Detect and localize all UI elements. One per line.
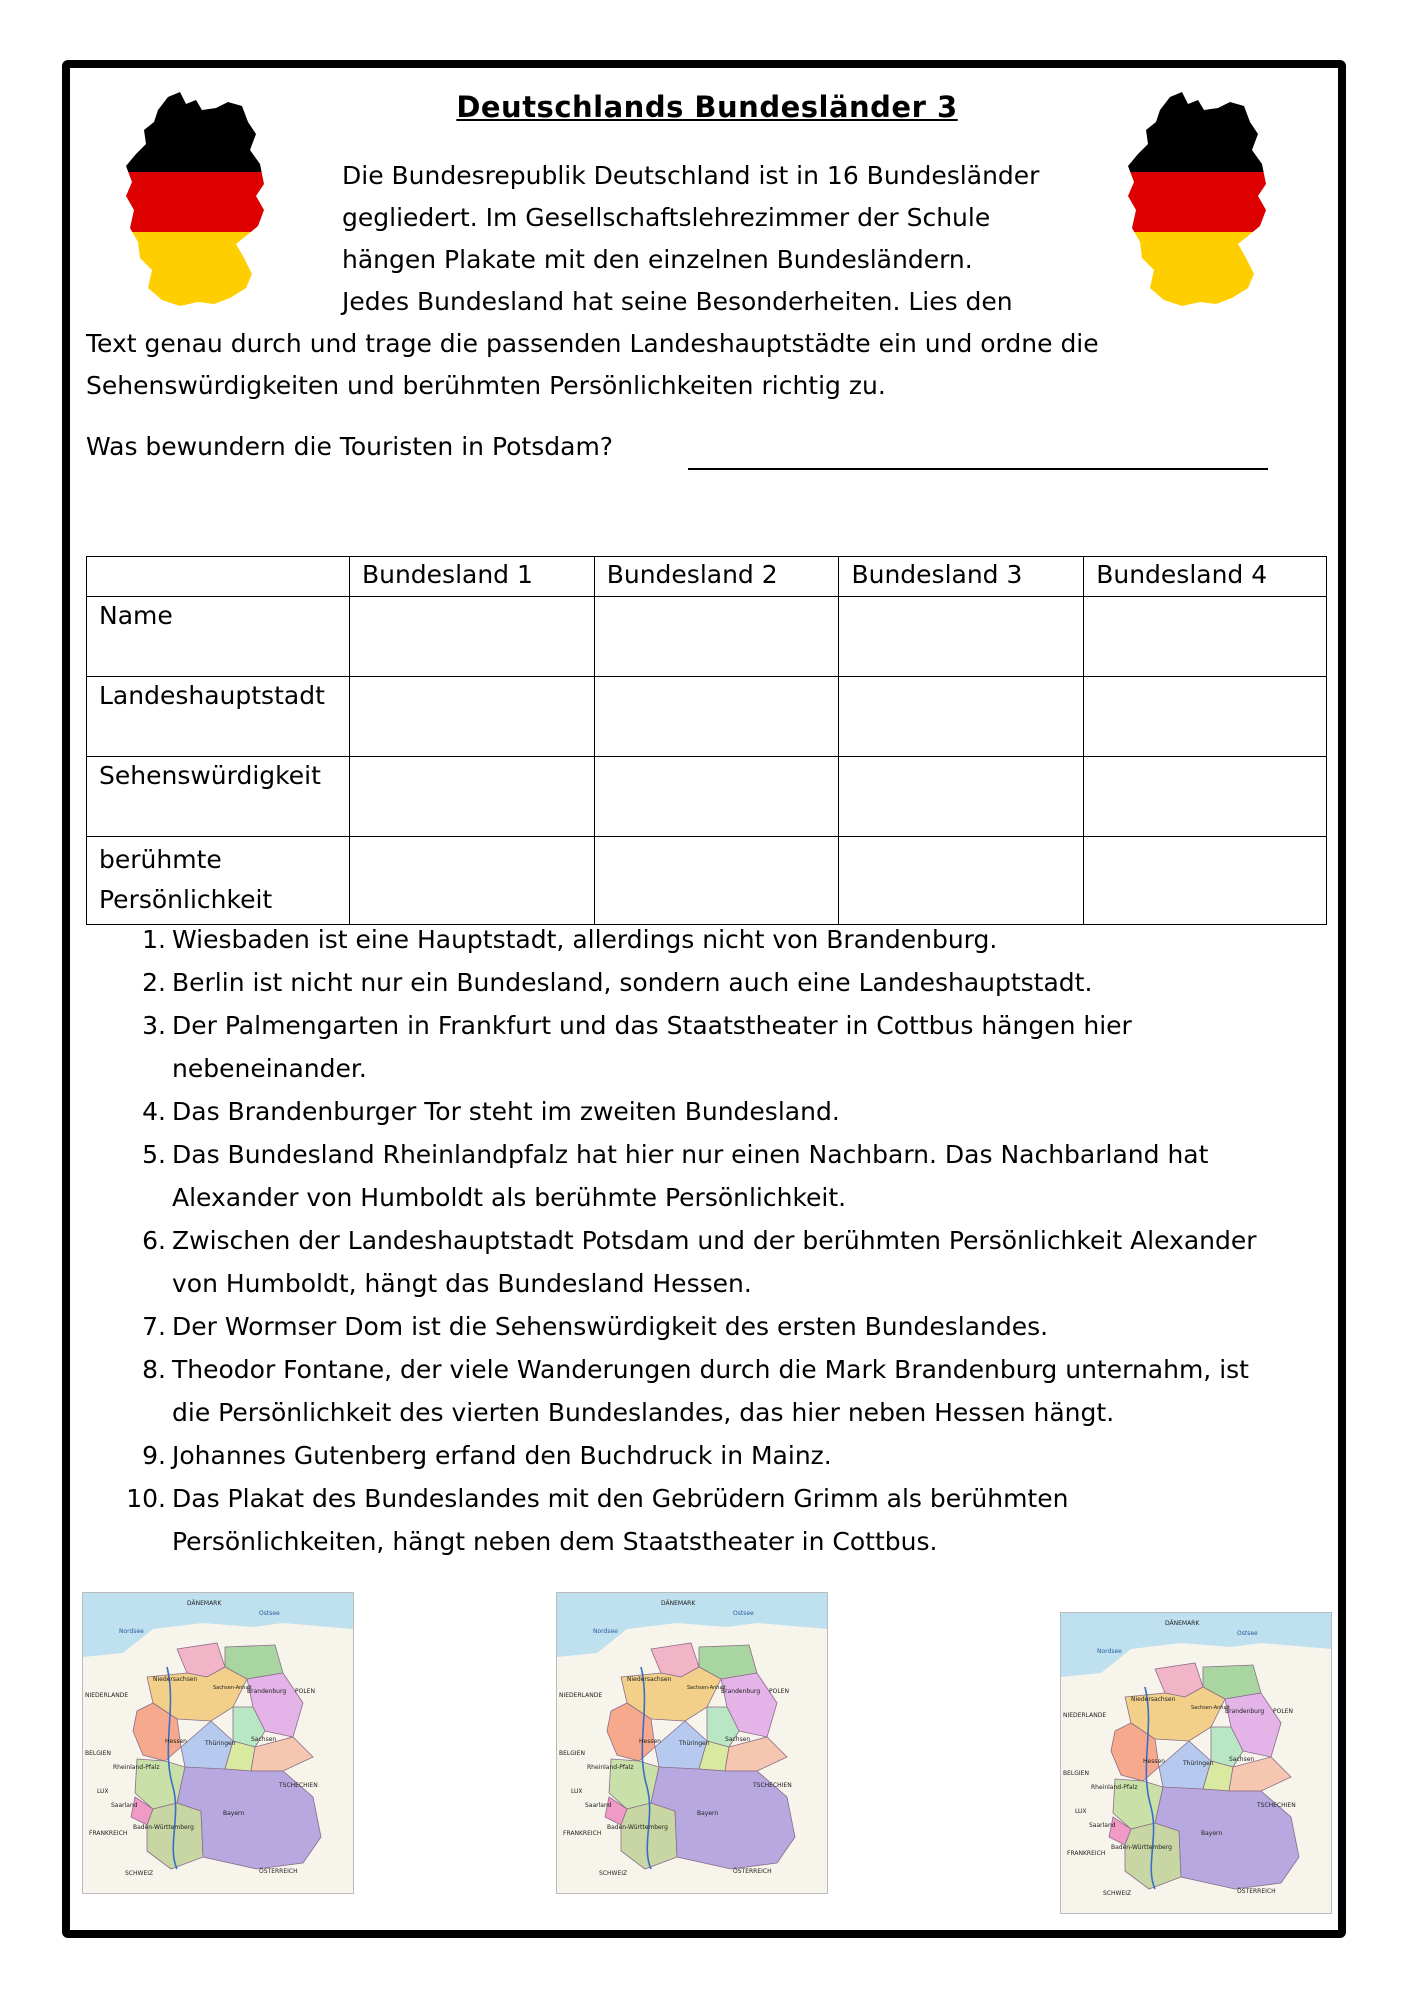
map-label: Niedersachsen [627, 1676, 672, 1683]
map-label: Rheinland-Pfalz [1091, 1784, 1138, 1791]
map-label: Saarland [1089, 1822, 1116, 1829]
table-header-cell: Bundesland 2 [594, 557, 839, 597]
map-label: Baden-Württemberg [607, 1824, 668, 1831]
map-label: Saarland [111, 1802, 138, 1809]
row-label-name: Name [87, 597, 350, 677]
row-label-sight: Sehenswürdigkeit [87, 757, 350, 837]
map-label: SCHWEIZ [1103, 1890, 1132, 1897]
table-header-cell [87, 557, 350, 597]
clue-number: 2. [142, 968, 166, 997]
map-label: Sachsen [251, 1736, 277, 1743]
germany-map-image [83, 1593, 353, 1893]
intro-line-4: Jedes Bundesland hat seine Besonderheiten. Lies den [342, 287, 1013, 316]
answer-line[interactable] [688, 468, 1268, 470]
clue-text: nebeneinander. [172, 1054, 367, 1083]
map-label: Ostsee [733, 1610, 754, 1617]
table-header-cell: Bundesland 1 [349, 557, 594, 597]
answer-cell[interactable] [839, 757, 1084, 837]
clue-text: von Humboldt, hängt das Bundesland Hessen. [172, 1269, 752, 1298]
clue-number: 3. [142, 1011, 166, 1040]
table-row [87, 677, 1327, 757]
map-label: Ostsee [259, 1610, 280, 1617]
map-label: Sachsen-Anhalt [1191, 1705, 1230, 1711]
row-label-person: berühmte Persönlichkeit [87, 837, 350, 925]
map-label: FRANKREICH [563, 1830, 602, 1837]
map-label: Sachsen [725, 1736, 751, 1743]
map-label: Ostsee [1237, 1630, 1258, 1637]
map-label: DÄNEMARK [187, 1600, 222, 1607]
intro-line-1: Die Bundesrepublik Deutschland ist in 16 Bundesländer [342, 161, 1040, 190]
list-item [86, 1305, 1336, 1348]
germany-map-2 [556, 1592, 828, 1894]
map-label: LUX [571, 1788, 583, 1795]
clue-text: Theodor Fontane, der viele Wanderungen durch die Mark Brandenburg unternahm, ist [172, 1355, 1249, 1384]
clue-number: 5. [142, 1140, 166, 1169]
list-item [86, 1090, 1336, 1133]
map-label: FRANKREICH [1067, 1850, 1106, 1857]
germany-map-image [1061, 1613, 1331, 1913]
list-item [86, 1133, 1336, 1219]
map-label: Sachsen-Anhalt [213, 1685, 252, 1691]
worksheet-table [86, 556, 1327, 925]
table-header-cell: Bundesland 4 [1084, 557, 1327, 597]
map-label: Baden-Württemberg [133, 1824, 194, 1831]
table-header-row [87, 557, 1327, 597]
answer-cell[interactable] [349, 837, 594, 925]
clue-list [86, 918, 1336, 1563]
map-label: NIEDERLANDE [85, 1692, 129, 1699]
map-label: Thüringen [205, 1740, 236, 1747]
clue-number: 7. [142, 1312, 166, 1341]
clue-text: Persönlichkeiten, hängt neben dem Staatstheater in Cottbus. [172, 1527, 938, 1556]
list-item [86, 1477, 1336, 1563]
answer-cell[interactable] [839, 597, 1084, 677]
map-label: Nordsee [593, 1628, 618, 1635]
map-label: POLEN [769, 1688, 789, 1695]
answer-cell[interactable] [349, 597, 594, 677]
map-label: Nordsee [119, 1628, 144, 1635]
clue-number: 6. [142, 1226, 166, 1255]
map-label: Bayern [697, 1810, 719, 1817]
clue-text: Das Plakat des Bundeslandes mit den Gebrüdern Grimm als berühmten [172, 1484, 1069, 1513]
map-label: Rheinland-Pfalz [113, 1764, 160, 1771]
map-label: POLEN [1273, 1708, 1293, 1715]
map-label: Bayern [1201, 1830, 1223, 1837]
map-label: BELGIEN [559, 1750, 585, 1757]
map-label: Sachsen [1229, 1756, 1255, 1763]
answer-cell[interactable] [594, 757, 839, 837]
map-label: Nordsee [1097, 1648, 1122, 1655]
map-label: Thüringen [1183, 1760, 1214, 1767]
map-label: Sachsen-Anhalt [687, 1685, 726, 1691]
clue-text: Das Brandenburger Tor steht im zweiten Bundesland. [172, 1097, 840, 1126]
clue-text: Alexander von Humboldt als berühmte Persönlichkeit. [172, 1183, 847, 1212]
clue-number: 8. [142, 1355, 166, 1384]
map-label: Thüringen [679, 1740, 710, 1747]
answer-cell[interactable] [839, 837, 1084, 925]
map-label: ÖSTERREICH [259, 1868, 298, 1875]
clue-text: Berlin ist nicht nur ein Bundesland, sondern auch eine Landeshauptstadt. [172, 968, 1093, 997]
list-item [86, 961, 1336, 1004]
map-label: Hessen [1143, 1758, 1165, 1765]
map-label: ÖSTERREICH [1237, 1888, 1276, 1895]
clue-number: 10. [126, 1484, 166, 1513]
clue-number: 9. [142, 1441, 166, 1470]
table-row [87, 597, 1327, 677]
answer-cell[interactable] [839, 677, 1084, 757]
clue-text: Der Palmengarten in Frankfurt und das Staatstheater in Cottbus hängen hier [172, 1011, 1132, 1040]
table-row [87, 837, 1327, 925]
map-label: SCHWEIZ [125, 1870, 154, 1877]
germany-flag-map-left [118, 92, 278, 312]
answer-cell[interactable] [349, 677, 594, 757]
row-label-capital: Landeshauptstadt [87, 677, 350, 757]
question-text: Was bewundern die Touristen in Potsdam? [86, 432, 614, 461]
list-item [86, 918, 1336, 961]
map-label: LUX [97, 1788, 109, 1795]
answer-cell[interactable] [594, 597, 839, 677]
germany-map-1 [82, 1592, 354, 1894]
list-item [86, 1434, 1336, 1477]
map-label: DÄNEMARK [661, 1600, 696, 1607]
clue-text: Zwischen der Landeshauptstadt Potsdam und der berühmten Persönlichkeit Alexander [172, 1226, 1257, 1255]
list-item [86, 1004, 1336, 1090]
map-label: NIEDERLANDE [559, 1692, 603, 1699]
page-title: Deutschlands Bundesländer 3 [456, 90, 958, 124]
answer-cell[interactable] [594, 837, 839, 925]
map-label: POLEN [295, 1688, 315, 1695]
map-label: TSCHECHIEN [1257, 1802, 1296, 1809]
clue-text: Johannes Gutenberg erfand den Buchdruck in Mainz. [172, 1441, 832, 1470]
clue-text: die Persönlichkeit des vierten Bundeslandes, das hier neben Hessen hängt. [172, 1398, 1115, 1427]
intro-line-2: gegliedert. Im Gesellschaftslehrezimmer der Schule [342, 203, 991, 232]
answer-cell[interactable] [1084, 677, 1327, 757]
map-label: Brandenburg [1225, 1708, 1265, 1715]
germany-map-3 [1060, 1612, 1332, 1914]
clue-text: Wiesbaden ist eine Hauptstadt, allerdings nicht von Brandenburg. [172, 925, 998, 954]
map-label: Bayern [223, 1810, 245, 1817]
germany-map-image [557, 1593, 827, 1893]
clue-text: Der Wormser Dom ist die Sehenswürdigkeit des ersten Bundeslandes. [172, 1312, 1049, 1341]
answer-cell[interactable] [594, 677, 839, 757]
map-label: Niedersachsen [153, 1676, 198, 1683]
map-label: TSCHECHIEN [753, 1782, 792, 1789]
map-label: Baden-Württemberg [1111, 1844, 1172, 1851]
clue-number: 4. [142, 1097, 166, 1126]
map-label: Hessen [165, 1738, 187, 1745]
map-label: LUX [1075, 1808, 1087, 1815]
answer-cell[interactable] [1084, 757, 1327, 837]
map-label: Hessen [639, 1738, 661, 1745]
table-row [87, 757, 1327, 837]
map-label: Saarland [585, 1802, 612, 1809]
map-label: TSCHECHIEN [279, 1782, 318, 1789]
map-label: NIEDERLANDE [1063, 1712, 1107, 1719]
map-label: SCHWEIZ [599, 1870, 628, 1877]
map-label: Brandenburg [247, 1688, 287, 1695]
map-label: ÖSTERREICH [733, 1868, 772, 1875]
intro-line-3: hängen Plakate mit den einzelnen Bundesländern. [342, 245, 973, 274]
map-label: FRANKREICH [89, 1830, 128, 1837]
map-label: Rheinland-Pfalz [587, 1764, 634, 1771]
list-item [86, 1348, 1336, 1434]
intro-line-6: Sehenswürdigkeiten und berühmten Persönlichkeiten richtig zu. [86, 371, 886, 400]
map-label: BELGIEN [1063, 1770, 1089, 1777]
clue-text: Das Bundesland Rheinlandpfalz hat hier nur einen Nachbarn. Das Nachbarland hat [172, 1140, 1209, 1169]
clue-number: 1. [142, 925, 166, 954]
answer-cell[interactable] [1084, 837, 1327, 925]
germany-flag-map-right [1120, 92, 1280, 312]
table-header-cell: Bundesland 3 [839, 557, 1084, 597]
map-label: Niedersachsen [1131, 1696, 1176, 1703]
answer-cell[interactable] [1084, 597, 1327, 677]
answer-cell[interactable] [349, 757, 594, 837]
intro-line-5: Text genau durch und trage die passenden Landeshauptstädte ein und ordne die [86, 329, 1099, 358]
map-label: Brandenburg [721, 1688, 761, 1695]
map-label: DÄNEMARK [1165, 1620, 1200, 1627]
map-label: BELGIEN [85, 1750, 111, 1757]
list-item [86, 1219, 1336, 1305]
